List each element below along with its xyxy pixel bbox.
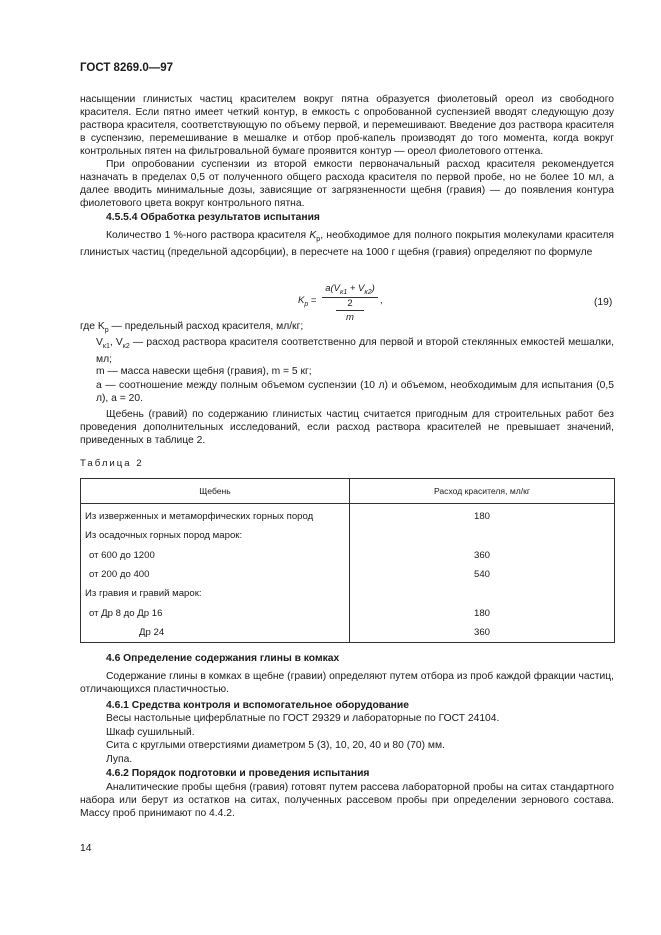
row-value: 360	[350, 546, 615, 565]
where-a: a — соотношение между полным объемом суспензии (10 л) и объемом, необходимым для испытания (0,5 л), a = 20.	[96, 380, 614, 404]
row-label: Из осадочных горных пород марок:	[81, 526, 350, 545]
table-row	[81, 546, 615, 565]
table-row	[81, 565, 615, 584]
row-value: 360	[350, 623, 615, 643]
text-segment: где K	[80, 321, 105, 332]
where-m: m — масса навески щебня (гравия), m = 5 кг;	[96, 366, 312, 377]
row-label: от 600 до 1200	[81, 546, 350, 565]
paragraph-dye-quantity	[80, 230, 614, 260]
page-number: 14	[80, 843, 92, 854]
paragraph-second-container: При опробовании суспензии из второй емкости первоначальный расход красителя рекомендуется назначать в пределах 0,5 от полученного общего расхода красителя по первой пробе, но не более 10 мл, а далее вводить минимальные дозы, зависящие от загрязненности щебня (гравия) — до появления контура фиолетового цвета вокруг контрольного пятна.	[80, 159, 614, 209]
where-kr	[80, 321, 614, 338]
formula-fraction	[322, 283, 378, 323]
formula-num-sub1: к1	[340, 288, 348, 296]
table-row	[81, 526, 615, 545]
column-header-dye: Расход красителя, мл/кг	[350, 479, 615, 504]
table-row	[81, 603, 615, 622]
equipment-magnifier: Лупа.	[106, 754, 133, 765]
table-row	[81, 584, 615, 603]
symbol-sub: к1	[102, 343, 110, 351]
text-segment: , V	[109, 337, 123, 348]
formula-comma: ,	[380, 295, 383, 306]
paragraph-dye-halo: насыщении глинистых частиц красителем вокруг пятна образуется фиолетовый ореол из свободного красителя. Если пятно имеет четкий контур, в емкость с опробованной суспензией вводят следующую дозу раствора красителя, соответствующую по объему первой, и перемешивают. Введение доз раствора красителя в суспензию, перемешивание в мешалке и отбор проб-капель производят до того момента, когда вокруг контрольных пятен на фильтровальной бумаге проявится контур — ореол фиолетового оттенка.	[80, 94, 614, 157]
table-row	[81, 504, 615, 527]
text-segment: , необходимое для полного покрытия молекулами красителя глинистых частиц (предельной адсорбции), в пересчете на 1000 г щебня (гравия) определяют по формуле	[80, 230, 614, 258]
row-value: 540	[350, 565, 615, 584]
paragraph-analytical-samples: Аналитические пробы щебня (гравия) готовят путем рассева лабораторной пробы на ситах стандартного набора или берут из остатков на ситах, полученных рассевом пробы при определении зернового состава. Массу проб принимают по 4.4.2.	[80, 782, 614, 819]
formula-num-divisor: 2	[336, 298, 364, 311]
row-value	[350, 584, 615, 603]
formula-num-a: a(V	[325, 283, 341, 294]
paragraph-suitability: Щебень (гравий) по содержанию глинистых частиц считается пригодным для строительных работ без проведения дополнительных исследований, если расход раствора красителей не превышает значений, приведенных в таблице 2.	[80, 409, 614, 446]
symbol-sub: к2	[122, 343, 130, 351]
table-caption: Таблица 2	[80, 458, 144, 469]
text-segment: V	[96, 337, 103, 348]
formula-num-close: )	[371, 283, 375, 294]
row-label: Из гравия и гравий марок:	[81, 584, 350, 603]
heading-4-6-2: 4.6.2 Порядок подготовки и проведения испытания	[106, 768, 370, 779]
document-code: ГОСТ 8269.0—97	[80, 62, 174, 74]
row-value: 180	[350, 603, 615, 622]
table-header-row	[81, 479, 615, 504]
formula-equals: =	[308, 295, 317, 306]
formula-k: K	[298, 295, 305, 306]
equipment-scales: Весы настольные циферблатные по ГОСТ 29329 и лабораторные по ГОСТ 24104.	[106, 713, 500, 724]
text-segment: — предельный расход красителя, мл/кг;	[108, 321, 304, 332]
text-segment: — расход раствора красителя соответственно для первой и второй стеклянных емкостей мешалки, мл;	[96, 337, 614, 365]
equipment-oven: Шкаф сушильный.	[106, 727, 195, 738]
equipment-sieves: Сита с круглыми отверстиями диаметром 5 (3), 10, 20, 40 и 80 (70) мм.	[106, 740, 445, 751]
formula-num-sub2: к2	[364, 288, 372, 296]
formula-numerator	[322, 283, 378, 298]
where-vk	[96, 337, 614, 367]
row-value: 180	[350, 504, 615, 527]
heading-4-6: 4.6 Определение содержания глины в комках	[106, 653, 340, 664]
row-label: Др 24	[81, 623, 350, 643]
paragraph-clay-lumps: Содержание глины в комках в щебне (гравии) определяют путем отбора из проб каждой фракции частиц, отличающихся пластичностью.	[80, 671, 614, 695]
dye-consumption-table	[80, 478, 615, 643]
equation-number: (19)	[594, 297, 613, 308]
row-label: от Др 8 до Др 16	[81, 603, 350, 622]
symbol-sub: р	[104, 327, 109, 335]
row-value	[350, 526, 615, 545]
table-row	[81, 623, 615, 643]
symbol-k: K	[309, 230, 317, 241]
row-label: от 200 до 400	[81, 565, 350, 584]
formula-lhs	[298, 295, 316, 308]
heading-4-5-5-4: 4.5.5.4 Обработка результатов испытания	[106, 212, 320, 223]
formula-k-sub: р	[304, 300, 309, 308]
text-segment: Количество 1 %-ного раствора красителя	[106, 230, 307, 241]
column-header-gravel: Щебень	[81, 479, 350, 504]
formula-denominator: m	[346, 311, 354, 323]
heading-4-6-1: 4.6.1 Средства контроля и вспомогательное оборудование	[106, 700, 409, 711]
symbol-sub: р	[316, 236, 321, 244]
row-label: Из изверженных и метаморфических горных пород	[81, 504, 350, 527]
formula-num-plus: + V	[347, 283, 365, 294]
